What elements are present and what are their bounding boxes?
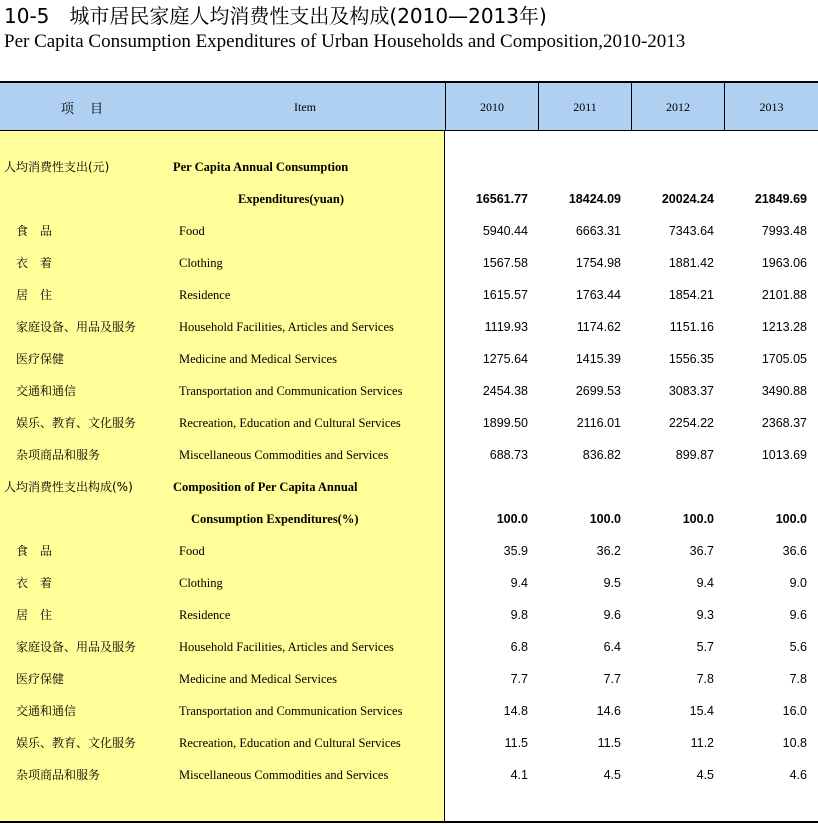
table-header bbox=[0, 83, 818, 131]
row-label-cn: 杂项商品和服务 bbox=[16, 448, 101, 462]
value-cell: 36.2 bbox=[596, 544, 621, 558]
table-row bbox=[0, 535, 818, 567]
row-label-en: Food bbox=[179, 544, 205, 558]
value-cell: 10.8 bbox=[782, 736, 807, 750]
value-cell: 1754.98 bbox=[575, 256, 621, 270]
total-cell: 18424.09 bbox=[568, 192, 621, 206]
row-label-en: Residence bbox=[179, 288, 231, 302]
row-label-en: Transportation and Communication Services bbox=[179, 704, 403, 718]
row-label-cn: 家庭设备、用品及服务 bbox=[16, 320, 137, 334]
value-cell: 899.87 bbox=[675, 448, 714, 462]
header-year-2012: 2012 bbox=[631, 83, 724, 131]
row-label-cn: 娱乐、教育、文化服务 bbox=[16, 416, 137, 430]
value-cell: 1275.64 bbox=[482, 352, 528, 366]
value-cell: 5.7 bbox=[696, 640, 714, 654]
value-cell: 9.6 bbox=[789, 608, 807, 622]
row-label-cn: 交通和通信 bbox=[16, 704, 77, 718]
value-cell: 7343.64 bbox=[668, 224, 714, 238]
table-title-cn: 10-5 城市居民家庭人均消费性支出及构成(2010—2013年) bbox=[4, 4, 547, 28]
row-label-en: Miscellaneous Commodities and Services bbox=[179, 448, 389, 462]
section-label-cn: 人均消费性支出构成(%) bbox=[4, 480, 133, 494]
value-cell: 9.6 bbox=[603, 608, 621, 622]
value-cell: 9.0 bbox=[789, 576, 807, 590]
value-cell: 14.8 bbox=[503, 704, 528, 718]
total-cell: 21849.69 bbox=[754, 192, 807, 206]
row-label-cn: 医疗保健 bbox=[16, 352, 65, 366]
value-cell: 11.5 bbox=[504, 736, 528, 750]
total-cell: 100.0 bbox=[589, 512, 621, 526]
value-cell: 35.9 bbox=[503, 544, 528, 558]
section-label-en-line2: Consumption Expenditures(%) bbox=[191, 512, 359, 526]
section-label-en-line2: Expenditures(yuan) bbox=[238, 192, 345, 206]
header-item-cn: 项 目 bbox=[60, 101, 110, 117]
table-row bbox=[0, 439, 818, 471]
value-cell: 2454.38 bbox=[482, 384, 528, 398]
value-cell: 15.4 bbox=[689, 704, 714, 718]
row-label-cn: 医疗保健 bbox=[16, 672, 65, 686]
row-label-cn: 衣 着 bbox=[16, 256, 53, 270]
value-cell: 3083.37 bbox=[668, 384, 714, 398]
value-cell: 36.7 bbox=[689, 544, 714, 558]
value-cell: 6.4 bbox=[603, 640, 621, 654]
value-cell: 4.1 bbox=[510, 768, 528, 782]
value-cell: 1963.06 bbox=[761, 256, 807, 270]
value-cell: 1151.16 bbox=[669, 320, 714, 334]
value-cell: 9.4 bbox=[696, 576, 714, 590]
value-cell: 2101.88 bbox=[761, 288, 807, 302]
value-cell: 2116.01 bbox=[576, 416, 621, 430]
row-label-en: Medicine and Medical Services bbox=[179, 672, 337, 686]
value-cell: 5.6 bbox=[789, 640, 807, 654]
value-cell: 1567.58 bbox=[482, 256, 528, 270]
value-cell: 2254.22 bbox=[668, 416, 714, 430]
value-cell: 11.2 bbox=[690, 736, 714, 750]
value-cell: 4.5 bbox=[696, 768, 714, 782]
row-label-cn: 居 住 bbox=[16, 288, 53, 302]
section-label-en: Per Capita Annual Consumption bbox=[173, 160, 349, 174]
row-label-en: Recreation, Education and Cultural Services bbox=[179, 736, 401, 750]
table-row bbox=[0, 279, 818, 311]
value-cell: 1213.28 bbox=[761, 320, 807, 334]
table-row bbox=[0, 759, 818, 791]
value-cell: 11.5 bbox=[597, 736, 621, 750]
value-cell: 6663.31 bbox=[575, 224, 621, 238]
header-year-2011: 2011 bbox=[538, 83, 631, 131]
value-cell: 2699.53 bbox=[575, 384, 621, 398]
row-label-en: Food bbox=[179, 224, 205, 238]
value-cell: 3490.88 bbox=[761, 384, 807, 398]
header-item-en: Item bbox=[294, 99, 316, 114]
section-heading-row bbox=[0, 151, 818, 183]
row-label-en: Medicine and Medical Services bbox=[179, 352, 337, 366]
value-cell: 5940.44 bbox=[482, 224, 528, 238]
section-total-row bbox=[0, 503, 818, 535]
value-cell: 688.73 bbox=[489, 448, 528, 462]
value-cell: 36.6 bbox=[782, 544, 807, 558]
table-title-en: Per Capita Consumption Expenditures of Urban Households and Composition,2010-2013 bbox=[4, 31, 686, 52]
value-cell: 14.6 bbox=[596, 704, 621, 718]
value-cell: 4.5 bbox=[603, 768, 621, 782]
value-cell: 1013.69 bbox=[761, 448, 807, 462]
section-label-cn: 人均消费性支出(元) bbox=[4, 160, 110, 174]
total-cell: 100.0 bbox=[775, 512, 807, 526]
table-row bbox=[0, 247, 818, 279]
row-label-cn: 杂项商品和服务 bbox=[16, 768, 101, 782]
total-cell: 100.0 bbox=[496, 512, 528, 526]
table-row bbox=[0, 407, 818, 439]
value-cell: 7993.48 bbox=[761, 224, 807, 238]
row-label-cn: 交通和通信 bbox=[16, 384, 77, 398]
table-row bbox=[0, 631, 818, 663]
row-label-cn: 食 品 bbox=[16, 544, 53, 558]
row-label-cn: 家庭设备、用品及服务 bbox=[16, 640, 137, 654]
row-label-en: Residence bbox=[179, 608, 231, 622]
table-row bbox=[0, 695, 818, 727]
value-cell: 9.4 bbox=[510, 576, 528, 590]
row-label-cn: 娱乐、教育、文化服务 bbox=[16, 736, 137, 750]
row-label-en: Household Facilities, Articles and Services bbox=[179, 640, 394, 654]
bottom-rule bbox=[0, 821, 818, 823]
table-row bbox=[0, 375, 818, 407]
row-label-en: Clothing bbox=[179, 256, 223, 270]
header-year-2010: 2010 bbox=[445, 83, 538, 131]
total-cell: 20024.24 bbox=[661, 192, 714, 206]
value-cell: 1854.21 bbox=[668, 288, 714, 302]
value-cell: 1763.44 bbox=[575, 288, 621, 302]
section-total-row bbox=[0, 183, 818, 215]
value-cell: 7.7 bbox=[510, 672, 528, 686]
value-cell: 9.5 bbox=[603, 576, 621, 590]
section-label-en: Composition of Per Capita Annual bbox=[173, 480, 358, 494]
value-cell: 1899.50 bbox=[482, 416, 528, 430]
value-cell: 1881.42 bbox=[668, 256, 714, 270]
table-row bbox=[0, 599, 818, 631]
value-cell: 1705.05 bbox=[761, 352, 807, 366]
total-cell: 100.0 bbox=[682, 512, 714, 526]
table-row bbox=[0, 567, 818, 599]
row-label-en: Recreation, Education and Cultural Services bbox=[179, 416, 401, 430]
value-cell: 7.8 bbox=[696, 672, 714, 686]
value-cell: 7.8 bbox=[789, 672, 807, 686]
row-label-en: Miscellaneous Commodities and Services bbox=[179, 768, 389, 782]
table-row bbox=[0, 727, 818, 759]
row-label-cn: 衣 着 bbox=[16, 576, 53, 590]
value-cell: 1174.62 bbox=[576, 320, 621, 334]
value-cell: 4.6 bbox=[789, 768, 807, 782]
value-cell: 1615.57 bbox=[482, 288, 528, 302]
table-row bbox=[0, 663, 818, 695]
row-label-cn: 居 住 bbox=[16, 608, 53, 622]
row-label-en: Household Facilities, Articles and Services bbox=[179, 320, 394, 334]
row-label-en: Clothing bbox=[179, 576, 223, 590]
section-heading-row bbox=[0, 471, 818, 503]
total-cell: 16561.77 bbox=[475, 192, 528, 206]
value-cell: 7.7 bbox=[603, 672, 621, 686]
table-row bbox=[0, 311, 818, 343]
value-cell: 1119.93 bbox=[484, 320, 528, 334]
value-cell: 1556.35 bbox=[668, 352, 714, 366]
row-label-en: Transportation and Communication Services bbox=[179, 384, 403, 398]
value-cell: 9.3 bbox=[696, 608, 714, 622]
table-row bbox=[0, 215, 818, 247]
value-cell: 836.82 bbox=[582, 448, 621, 462]
value-cell: 2368.37 bbox=[761, 416, 807, 430]
value-cell: 9.8 bbox=[510, 608, 528, 622]
value-cell: 6.8 bbox=[510, 640, 528, 654]
table-row bbox=[0, 343, 818, 375]
header-year-2013: 2013 bbox=[724, 83, 818, 131]
row-label-cn: 食 品 bbox=[16, 224, 53, 238]
value-cell: 1415.39 bbox=[575, 352, 621, 366]
value-cell: 16.0 bbox=[782, 704, 807, 718]
